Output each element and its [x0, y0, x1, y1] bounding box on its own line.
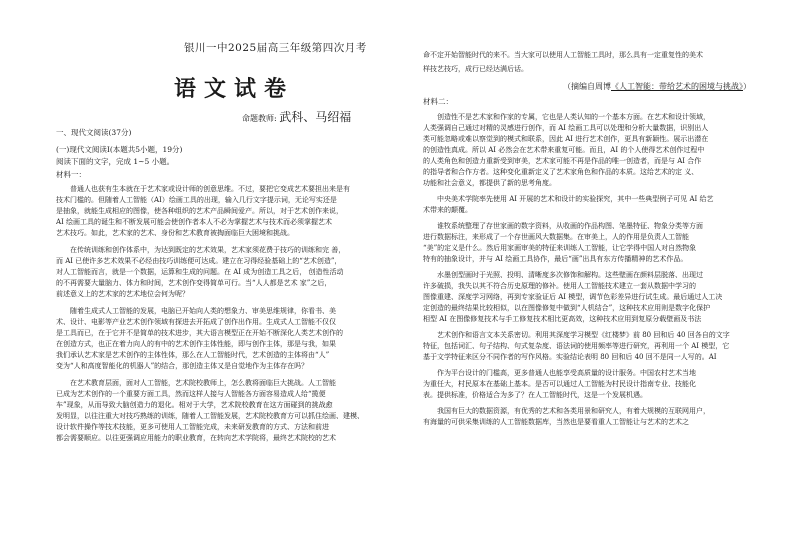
body-line: 设计软件操作等技术技能，更多可使用人工智能完成，未来研发教育的方式、方法和前进 [56, 423, 329, 431]
body-line: 有海量的可供采集训练的人工智能数据库，当然也是要看重人工智能让与艺术的艺术之 [423, 418, 689, 426]
subject-title: 语文试卷 [174, 76, 295, 102]
body-line: 谁牧系统整理了存世家画的数字资料，从收画的作品构图、笔墨特征、物象分类等方面 [437, 222, 703, 230]
exam-title: 银川一中2025届高三年级第四次月考 [184, 42, 367, 54]
body-line: 中央美术学院率先使用 AI 开展的艺术和设计的实验探究，其中一些典型例子可见 AI 给艺 [437, 195, 714, 203]
body-line: 我们承认艺术家是艺术创作的主体性体，那么在人工智能时代，艺术创造的主体将由“人” [56, 351, 330, 359]
body-line: 图像重建、深度学习网络，再到专家验证后 AI 模型，调节色彩差异进行试生成。最后通过人工决 [423, 293, 723, 301]
body-line: AI 绘画工具的诞生和不断发展可能会使创作者本人不必为掌握艺术与技术而必须掌握艺术 [56, 218, 333, 226]
body-line: 艺术创作和语言文本关系密切。利用其深度学习模型《红楼梦》前 80 回和后 40 回各自的文字 [437, 331, 730, 339]
body-line: 作为平台设计的门槛高，更多普通人也能享受高质量的设计服务。中国农村艺术当地 [437, 369, 696, 377]
body-line: 发明显，以往注重大对技巧熟练的训练，随着人工智能发展，艺术院校教育方可以抓住绘画、建模、 [56, 412, 364, 420]
body-line: “美”的定义是什么。然后用家画审美的特征来训练人工智能，让它学得中国人对自然物象 [423, 244, 697, 252]
body-line: 功能和社会意义，都提供了新的思考角度。 [423, 179, 556, 187]
body-line: 特有的抽象设计，并与 AI 绘画工具协作，最后“画”出具有东方传播精神的艺术作品。 [423, 255, 688, 263]
source-prefix: （摘编自周博 [563, 82, 611, 91]
body-line: 对人工智能而言，就是一个数据，运算和生成的问题。在 AI 成为创造工具之后， 创造性活动 [56, 268, 344, 276]
body-line: 为重任大，村民原本在基础上基本。是否可以通过人工智能为村民设计指南专业、技能化 [423, 380, 696, 388]
body-line: 定创造的最终结果比较相似，以在图像修复中做到“人机结合”，这种技术应用则是数字化保护 [423, 304, 711, 312]
body-line: 变为“人和高度智能化的机器人”的结合，那创造主体又是自觉地作为主体存在吗？ [56, 362, 309, 370]
body-line: 样技艺技巧，成行已经达满后话。 [423, 65, 528, 73]
body-line: 是抽象，就能生成相应的图像，使各种组织的艺术产品瞬间爱产。所以，对于艺术创作来说， [56, 207, 343, 215]
body-line: 术、设计、电影等产业艺术创作领域有探进去开拓成了创作出作用。生成式人工智能不仅仅 [56, 318, 336, 326]
setters-label: 命题教师: [242, 114, 277, 123]
body-line: 类可能忽略或难以察觉到的模式和联系，因此 AI 进行艺术创作，更具有新颖性。展示出潜在 [423, 135, 709, 143]
body-line: 相型 AI 在图像修复技术与手工修复技术相比更高效，这种技术应用到复原分载壁画及书法 [423, 315, 702, 323]
source-suffix: ） [743, 82, 751, 91]
body-line: 的不再需要大量脑力、体力和时间，艺术创作变得简单可行。当“人人都是艺术 家”之后， [56, 279, 332, 287]
source-citation [563, 81, 751, 92]
subsection-heading: (一)现代文阅读Ⅰ(本题共5小题，19分) [56, 145, 183, 154]
body-line: 创造性不是艺术家和作家的专属，它也是人类认知的一个基本方面。在艺术和设计领域， [437, 113, 710, 121]
setters-line [242, 108, 351, 125]
body-line: 在传统训练和创作体系中，为达到既定的艺术效果，艺术家须花费于技巧的训练和完 善， [70, 246, 346, 254]
body-line: 随着生成式人工智能的发展，电脑已开始向人类的想象力、审美思维规律，你看书、美 [70, 307, 336, 315]
body-line: 在艺术教育层面，面对人工智能，艺术院校教师上，怎么教将面临巨大挑战。人工智能 [70, 379, 336, 387]
body-line: 艺术技巧。如此，艺术家的艺术、身份和艺术教育被掏面临巨大困境和挑战。 [56, 229, 294, 237]
body-line: 水墨创型画时于光照、投明、清晰度多次修饰和解构。这些壁画在颜料层脱落、出现过 [437, 271, 703, 279]
material-label: 材料二： [423, 97, 453, 106]
body-line: 在创造方式，也正在着力向人的有中的艺术创作主体性能，即与创作主体，那是与我，如果 [56, 340, 336, 348]
body-line: 命不定开始智能时代的来不。当大家可以使用人工智能工具时，那么具有一定重复性的美术 [423, 51, 703, 59]
section-heading: 一、现代文阅读(37分) [56, 128, 132, 137]
body-line: 人类强调自己通过对精的灵感进行创作，而 AI 绘画工具可以处理和分析大量数据，识别出人 [423, 124, 709, 132]
body-line: 的人类角色和创造力重新受到审美，艺术家可能不再是作品的唯一创造者，而是与 AI 合作 [423, 157, 702, 165]
body-line: 车”现象，从而导致大脑创造力的退化。相对于大学，艺术院校教育在这方面碰到的挑战愈 [56, 401, 333, 409]
source-title: 《人工智能：带给艺术的困境与挑战》 [611, 82, 743, 91]
body-line: 前述意义上的艺术家的艺术地位会何为呢？ [56, 290, 189, 298]
body-line: 进行数据标注，来形成了一个存世画风大数据集。在审美上，人的作用是负责人工智能 [423, 233, 689, 241]
body-line: 普通人也获有生本就在于艺术家或设计师的创意思维。不过，要把它变成艺术要担出来是有 [70, 185, 350, 193]
body-line: 特征，包括词汇、句子结构、句式复杂度、语法词的使用频率等进行研究，再利用一个 AI 模型，它 [423, 342, 730, 350]
body-line: 我国有巨大的数据资源，有优秀的艺术和各类用景和研究人，有着大规模的互联网用户， [437, 407, 710, 415]
material-label: 材料一： [56, 170, 86, 179]
body-line: 许多破损，我失以其不符合历史原理的修补。使用人工智能技术建立一套从数据中学习的 [423, 282, 696, 290]
body-line: 都会需要顺应。以往更强调应用能力的职业教育，在转向艺术学院将，最终艺术院校的艺术 [56, 434, 336, 442]
body-line: 表。提供标准，价格适合为多了？在人工智能时代，这是一个发展机遇。 [423, 391, 647, 399]
body-line: 已成为艺术创作的一个重要方面工具，然而这样人接与人智能各方面容易造成人给“揽便 [56, 390, 326, 398]
body-line: 基于文学特征来区分不同作者的写作风格。实验结论表明 80 回和后 40 回不是同一人写的。AI [423, 353, 717, 361]
setters-names: 武科、马绍福 [279, 110, 352, 124]
body-line: 技术门槛的。但随着人工智能（AI）绘画工具的出现，输入几行文字提示词，无论写实还是 [56, 196, 337, 204]
body-line: 的指导者和合作方者。这种变化重新定义了艺术家角色和作品的本质。这给艺术的定 义、 [423, 168, 699, 176]
body-line: 的创造性真成。所以 AI 必然会在艺术带来重复可能。而且，AI 的个人使得艺术创作过程中 [423, 146, 705, 154]
body-line: 是工具而已，在于它并不是简单的技术进步，其大语言模型正在开始不断深化人类艺术创作的 [56, 329, 343, 337]
body-line: 术带来的颠覆。 [423, 206, 472, 214]
body-line: 而 AI 已使许多艺术效果不必经由技巧训练便可达成。建立在习得经验基础上的“艺术创造”， [56, 257, 342, 265]
instruction: 阅读下面的文字，完成 1~5 小题。 [56, 157, 175, 166]
